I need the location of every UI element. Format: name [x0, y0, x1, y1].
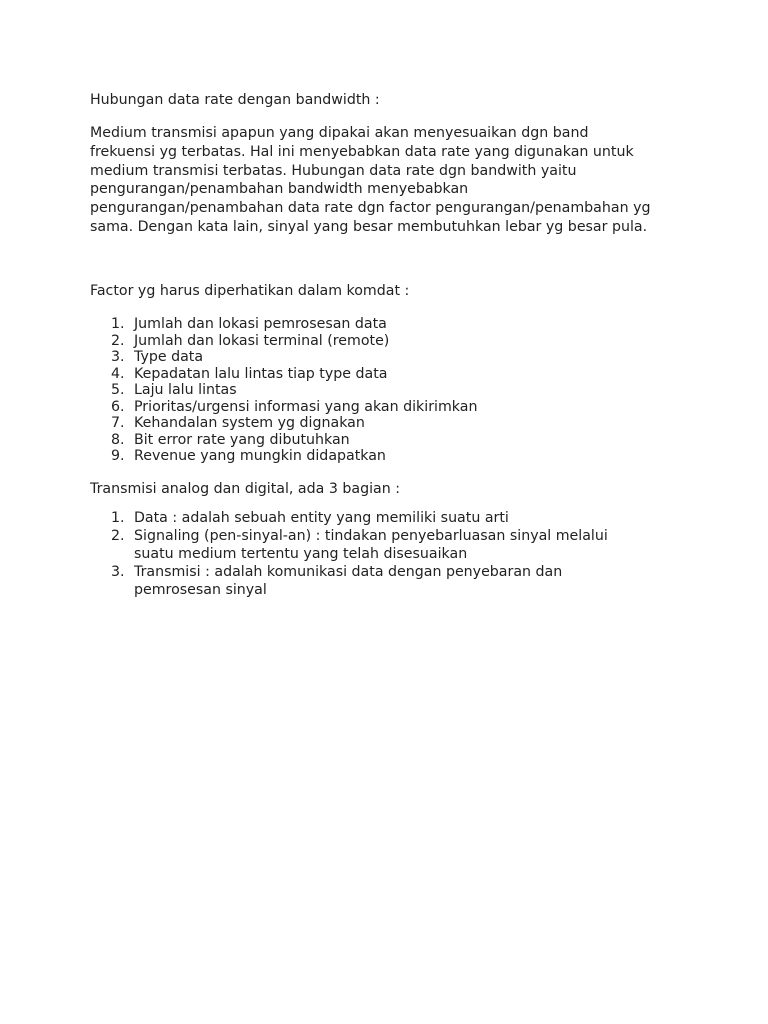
list-item — [90, 333, 670, 350]
list-text: Revenue yang mungkin didapatkan — [134, 448, 386, 464]
list-text: Kehandalan system yg dignakan — [134, 415, 365, 431]
factor-list — [90, 316, 670, 465]
list-item — [90, 509, 650, 527]
list-item — [90, 448, 670, 465]
list-item — [90, 415, 670, 432]
list-number: 2. — [111, 332, 125, 349]
list-text: Type data — [134, 349, 204, 365]
list-item — [90, 349, 670, 366]
list-number: 7. — [111, 415, 125, 431]
list-text: Bit error rate yang dibutuhkan — [134, 431, 350, 448]
list-text: Transmisi : adalah komunikasi data dengan penyebaran dan pemrosesan sinyal — [134, 564, 563, 598]
list-text: Laju lalu lintas — [134, 382, 237, 398]
transmission-list — [90, 509, 650, 599]
list-text: Data : adalah sebuah entity yang memiliki suatu arti — [134, 510, 509, 526]
list-text: Prioritas/urgensi informasi yang akan dikirimkan — [134, 398, 478, 415]
list-item — [90, 527, 650, 563]
list-item — [90, 563, 650, 599]
paragraph-data-rate: Medium transmisi apapun yang dipakai akan menyesuaikan dgn band frekuensi yg terbatas. Hal ini menyebabkan data rate yang digunakan untuk medium transmisi terbatas. Hubungan data rate dgn bandwith yaitu pengurangan/penambahan bandwidth menyebabkan pengurangan/penambahan data rate dgn factor pengurangan/penambahan yg sama. Dengan kata lain, sinyal yang besar membutuhkan lebar yg besar pula. — [90, 125, 651, 235]
list-text: Jumlah dan lokasi pemrosesan data — [134, 316, 387, 332]
list-number: 5. — [111, 382, 125, 398]
list-item — [90, 382, 670, 399]
list-number: 1. — [111, 316, 125, 332]
list-item — [90, 399, 670, 416]
list-number: 3. — [111, 349, 125, 365]
heading-factors: Factor yg harus diperhatikan dalam komdat : — [90, 283, 410, 299]
heading-transmission: Transmisi analog dan digital, ada 3 bagian : — [90, 481, 400, 497]
list-text: Jumlah dan lokasi terminal (remote) — [134, 332, 390, 349]
list-number: 9. — [111, 448, 125, 464]
list-number: 8. — [111, 431, 125, 448]
heading-data-rate: Hubungan data rate dengan bandwidth : — [90, 92, 380, 108]
list-number: 2. — [111, 528, 125, 544]
list-number: 3. — [111, 564, 125, 580]
list-item — [90, 432, 670, 449]
list-item — [90, 366, 670, 383]
list-item — [90, 316, 670, 333]
list-number: 1. — [111, 510, 125, 526]
list-number: 6. — [111, 398, 125, 415]
list-text: Kepadatan lalu lintas tiap type data — [134, 365, 388, 382]
list-text: Signaling (pen-sinyal-an) : tindakan penyebarluasan sinyal melalui suatu medium tertentu yang telah disesuaikan — [134, 528, 608, 562]
list-number: 4. — [111, 365, 125, 382]
